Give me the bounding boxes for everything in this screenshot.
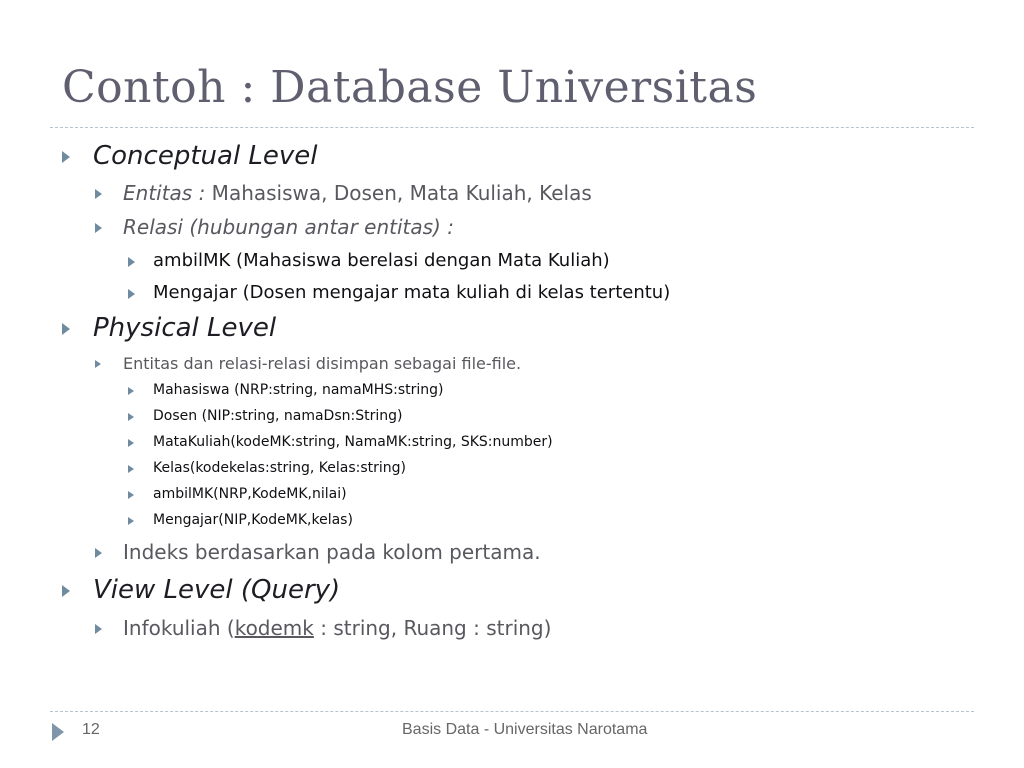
bullet-arrow-icon — [128, 517, 134, 525]
relasi-item-text: ambilMK (Mahasiswa berelasi dengan Mata Kuliah) — [153, 250, 610, 271]
file-item-text: Mengajar(NIP,KodeMK,kelas) — [153, 512, 353, 528]
bullet-arrow-icon — [128, 439, 134, 447]
infokuliah-suffix: : string, Ruang : string) — [313, 616, 552, 640]
file-item-text: Dosen (NIP:string, namaDsn:String) — [153, 408, 403, 424]
index-text: Indeks berdasarkan pada kolom pertama. — [123, 540, 541, 564]
footer-caption: Basis Data - Universitas Narotama — [402, 721, 648, 738]
file-item-text: Mahasiswa (NRP:string, namaMHS:string) — [153, 382, 444, 398]
footer-divider — [50, 711, 974, 712]
entitas-line — [123, 181, 592, 205]
bullet-arrow-icon — [95, 624, 102, 634]
relasi-label: Relasi (hubungan antar entitas) : — [123, 215, 454, 239]
footer-arrow-icon — [52, 723, 64, 741]
physical-level-heading: Physical Level — [93, 313, 277, 343]
entitas-values: Mahasiswa, Dosen, Mata Kuliah, Kelas — [205, 181, 592, 205]
bullet-arrow-icon — [62, 323, 70, 335]
conceptual-level-heading: Conceptual Level — [93, 141, 318, 171]
bullet-arrow-icon — [128, 465, 134, 473]
infokuliah-key: kodemk — [234, 616, 314, 640]
infokuliah-line — [123, 616, 551, 640]
bullet-arrow-icon — [95, 360, 101, 368]
bullet-arrow-icon — [62, 585, 70, 597]
infokuliah-prefix: Infokuliah ( — [123, 616, 235, 640]
bullet-arrow-icon — [128, 387, 134, 395]
storage-text: Entitas dan relasi-relasi disimpan sebagai file-file. — [123, 354, 522, 373]
file-item-text: Kelas(kodekelas:string, Kelas:string) — [153, 460, 407, 476]
bullet-arrow-icon — [128, 257, 135, 267]
bullet-arrow-icon — [128, 413, 134, 421]
page-number: 12 — [82, 721, 100, 738]
bullet-arrow-icon — [95, 189, 102, 199]
relasi-item-text: Mengajar (Dosen mengajar mata kuliah di kelas tertentu) — [153, 282, 671, 303]
bullet-arrow-icon — [128, 491, 134, 499]
title-divider — [50, 127, 974, 128]
slide-title: Contoh : Database Universitas — [62, 62, 758, 113]
entitas-label: Entitas : — [123, 181, 206, 205]
bullet-arrow-icon — [128, 289, 135, 299]
view-level-heading: View Level (Query) — [93, 575, 341, 605]
bullet-arrow-icon — [95, 223, 102, 233]
bullet-arrow-icon — [95, 548, 102, 558]
bullet-arrow-icon — [62, 151, 70, 163]
file-item-text: ambilMK(NRP,KodeMK,nilai) — [153, 486, 347, 502]
file-item-text: MataKuliah(kodeMK:string, NamaMK:string, SKS:number) — [153, 434, 553, 450]
